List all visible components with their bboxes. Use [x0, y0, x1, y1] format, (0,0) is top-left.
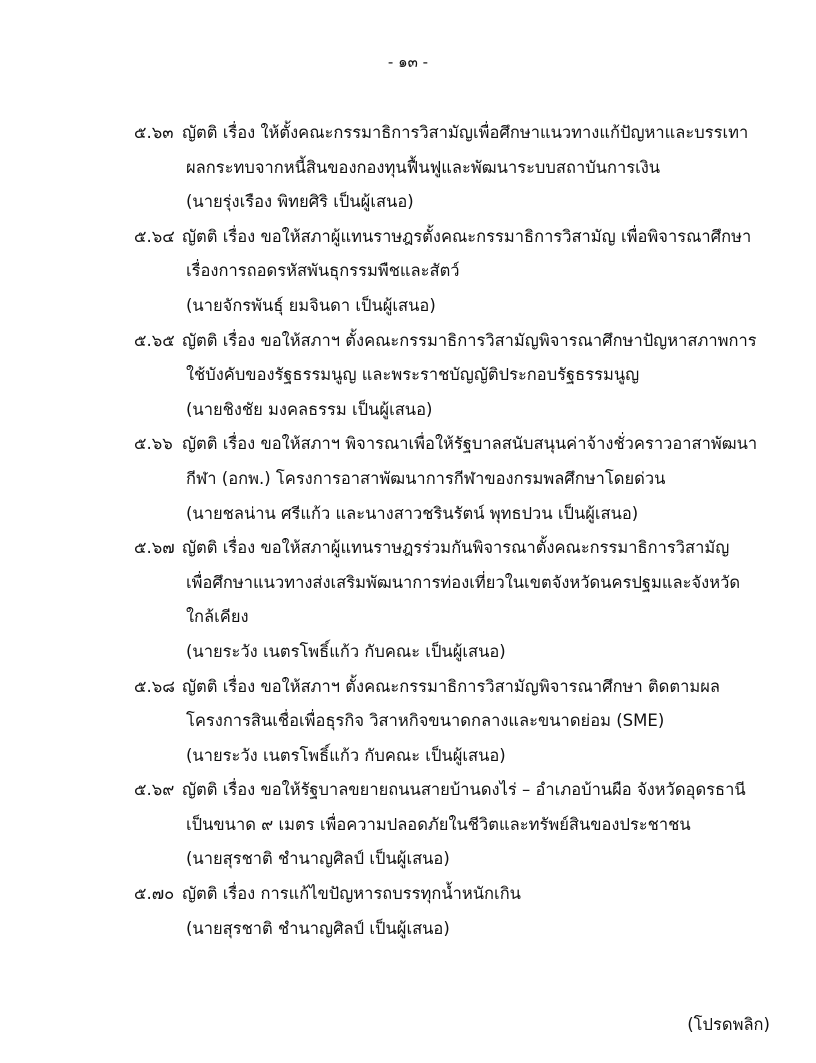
- agenda-item-text: ญัตติ เรื่อง ให้ตั้งคณะกรรมาธิการวิสามัญเพื่อศึกษาแนวทางแก้ปัญหาและบรรเทา: [182, 123, 749, 142]
- agenda-item-text-continued: เรื่องการถอดรหัสพันธุกรรมพืชและสัตว์: [186, 261, 460, 281]
- agenda-item-first-line: [0, 116, 816, 151]
- agenda-item: [0, 427, 816, 531]
- agenda-item-proposer: (นายสุรชาติ ชำนาญศิลป์ เป็นผู้เสนอ): [186, 849, 450, 869]
- agenda-item-first-line: [0, 670, 816, 705]
- agenda-item-proposer: (นายชลน่าน ศรีแก้ว และนางสาวชรินรัตน์ พุทธปวน เป็นผู้เสนอ): [186, 503, 639, 523]
- agenda-item-text-continued: ใช้บังคับของรัฐธรรมนูญ และพระราชบัญญัติประกอบรัฐธรรมนูญ: [186, 365, 640, 385]
- agenda-item-number: ๕.๖๗: [134, 538, 175, 558]
- agenda-item-proposer: (นายระวัง เนตรโพธิ์แก้ว กับคณะ เป็นผู้เสนอ): [186, 745, 506, 765]
- agenda-item-text-continued: กีฬา (อกพ.) โครงการอาสาพัฒนาการกีฬาของกรมพลศึกษาโดยด่วน: [186, 468, 666, 488]
- agenda-item: [0, 324, 816, 428]
- agenda-item-text: ญัตติ เรื่อง ขอให้สภาฯ ตั้งคณะกรรมาธิการวิสามัญพิจารณาศึกษาปัญหาสภาพการ: [182, 330, 757, 350]
- please-turn-over-note: (โปรดพลิก): [687, 1015, 770, 1034]
- agenda-item-text-continued: ผลกระทบจากหนี้สินของกองทุนฟื้นฟูและพัฒนาระบบสถาบันการเงิน: [186, 157, 661, 177]
- agenda-item-number: ๕.๖๕: [134, 330, 175, 350]
- agenda-item-first-line: [0, 877, 816, 912]
- agenda-list: [0, 116, 816, 946]
- agenda-item-proposer: (นายรุ่งเรือง พิทยศิริ เป็นผู้เสนอ): [186, 192, 414, 212]
- agenda-item-text-continued: เป็นขนาด ๙ เมตร เพื่อความปลอดภัยในชีวิตและทรัพย์สินของประชาชน: [186, 814, 691, 834]
- agenda-item: [0, 670, 816, 774]
- agenda-item-text: ญัตติ เรื่อง ขอให้สภาฯ พิจารณาเพื่อให้รัฐบาลสนับสนุนค่าจ้างชั่วคราวอาสาพัฒนา: [182, 434, 758, 454]
- agenda-item-first-line: [0, 324, 816, 359]
- agenda-item-number: ๕.๖๙: [134, 780, 175, 800]
- agenda-item-first-line: [0, 427, 816, 462]
- agenda-item-text: ญัตติ เรื่อง ขอให้รัฐบาลขยายถนนสายบ้านดงไร่ – อำเภอบ้านผือ จังหวัดอุดรธานี: [182, 780, 746, 800]
- agenda-item-proposer: (นายจักรพันธุ์ ยมจินดา เป็นผู้เสนอ): [186, 295, 436, 315]
- page-number: - ๑๓ -: [387, 53, 429, 71]
- agenda-item-first-line: [0, 531, 816, 566]
- agenda-item-proposer: (นายชิงชัย มงคลธรรม เป็นผู้เสนอ): [186, 399, 433, 419]
- agenda-item-text-continued: ใกล้เคียง: [186, 607, 249, 627]
- agenda-item-text: ญัตติ เรื่อง ขอให้สภาผู้แทนราษฎรร่วมกันพิจารณาตั้งคณะกรรมาธิการวิสามัญ: [182, 538, 730, 558]
- agenda-item-number: ๕.๖๔: [134, 226, 175, 246]
- agenda-item-number: ๕.๖๖: [134, 434, 173, 454]
- agenda-item: [0, 116, 816, 220]
- agenda-item: [0, 531, 816, 669]
- agenda-item: [0, 877, 816, 946]
- agenda-item-number: ๕.๖๓: [134, 123, 174, 142]
- agenda-item: [0, 773, 816, 877]
- agenda-item-first-line: [0, 220, 816, 255]
- agenda-item-number: ๕.๖๘: [134, 676, 175, 696]
- agenda-item-first-line: [0, 773, 816, 808]
- agenda-item-text: ญัตติ เรื่อง การแก้ไขปัญหารถบรรทุกน้ำหนักเกิน: [182, 884, 521, 904]
- agenda-item-text: ญัตติ เรื่อง ขอให้สภาฯ ตั้งคณะกรรมาธิการวิสามัญพิจารณาศึกษา ติดตามผล: [182, 676, 721, 696]
- agenda-item-text-continued: โครงการสินเชื่อเพื่อธุรกิจ วิสาหกิจขนาดกลางและขนาดย่อม (SME): [186, 711, 665, 731]
- agenda-item: [0, 220, 816, 324]
- agenda-item-number: ๕.๗๐: [134, 884, 175, 904]
- agenda-item-proposer: (นายระวัง เนตรโพธิ์แก้ว กับคณะ เป็นผู้เสนอ): [186, 641, 506, 661]
- agenda-item-proposer: (นายสุรชาติ ชำนาญศิลป์ เป็นผู้เสนอ): [186, 918, 450, 938]
- agenda-item-text: ญัตติ เรื่อง ขอให้สภาผู้แทนราษฎรตั้งคณะกรรมาธิการวิสามัญ เพื่อพิจารณาศึกษา: [182, 226, 752, 246]
- agenda-item-text-continued: เพื่อศึกษาแนวทางส่งเสริมพัฒนาการท่องเที่ยวในเขตจังหวัดนครปฐมและจังหวัด: [186, 572, 741, 592]
